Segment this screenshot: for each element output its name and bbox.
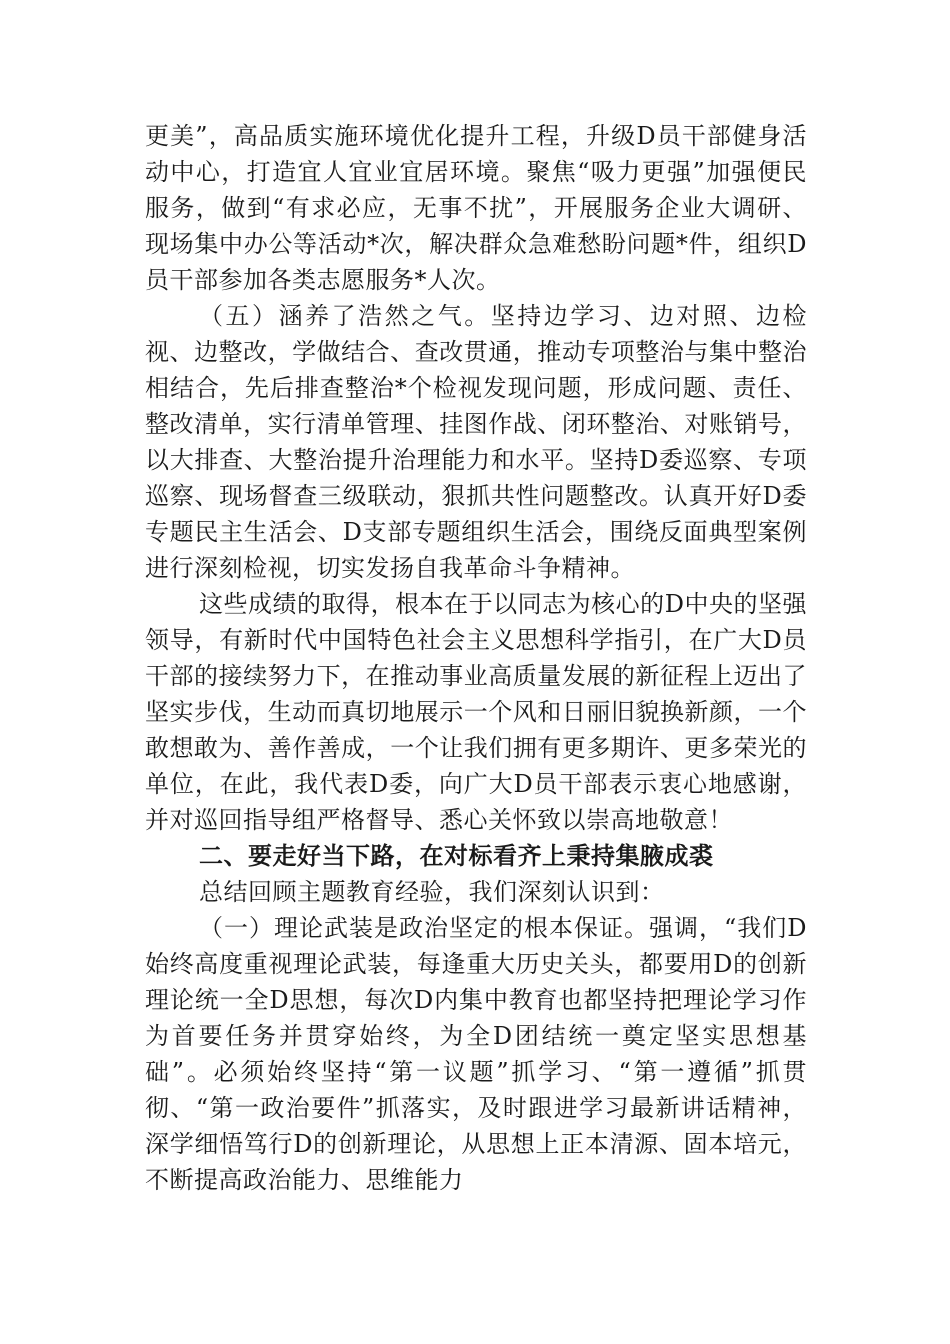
document-body [145,118,807,1198]
paragraph-achievements: 这些成绩的取得，根本在于以同志为核心的D中央的坚强领导，有新时代中国特色社会主义思想科学指引，在广大D员干部的接续努力下，在推动事业高质量发展的新征程上迈出了坚实步伐，生动而真切地展示一个风和日丽旧貌换新颜，一个敢想敢为、善作善成，一个让我们拥有更多期许、更多荣光的单位，在此，我代表D委，向广大D员干部表示衷心地感谢，并对巡回指导组严格督导、悉心关怀致以崇高地敬意！ [145,590,807,834]
paragraph-theory-armament: （一）理论武装是政治坚定的根本保证。强调，“我们D始终高度重视理论武装，每逢重大历史关头，都要用D的创新理论统一全D思想，每次D内集中教育也都坚持把理论学习作为首要任务并贯穿始终，为全D团结统一奠定坚实思想基础”。必须始终坚持“第一议题”抓学习、“第一遵循”抓贯彻、“第一政治要件”抓落实，及时跟进学习最新讲话精神，深学细悟笃行D的创新理论，从思想上正本清源、固本培元，不断提高政治能力、思维能力 [145,914,807,1194]
paragraph-section-five: （五）涵养了浩然之气。坚持边学习、边对照、边检视、边整改，学做结合、查改贯通，推动专项整治与集中整治相结合，先后排查整治*个检视发现问题，形成问题、责任、整改清单，实行清单管理、挂图作战、闭环整治、对账销号，以大排查、大整治提升治理能力和水平。坚持D委巡察、专项巡察、现场督查三级联动，狠抓共性问题整改。认真开好D委专题民主生活会、D支部专题组织生活会，围绕反面典型案例进行深刻检视，切实发扬自我革命斗争精神。 [145,302,807,582]
paragraph-continuation: 更美”，高品质实施环境优化提升工程，升级D员干部健身活动中心，打造宜人宜业宜居环境。聚焦“吸力更强”加强便民服务，做到“有求必应，无事不扰”，开展服务企业大调研、现场集中办公等活动*次，解决群众急难愁盼问题*件，组织D员干部参加各类志愿服务*人次。 [145,122,807,294]
paragraph-summary-intro: 总结回顾主题教育经验，我们深刻认识到： [199,878,665,906]
section-heading-two: 二、要走好当下路，在对标看齐上秉持集腋成裘 [199,842,714,870]
